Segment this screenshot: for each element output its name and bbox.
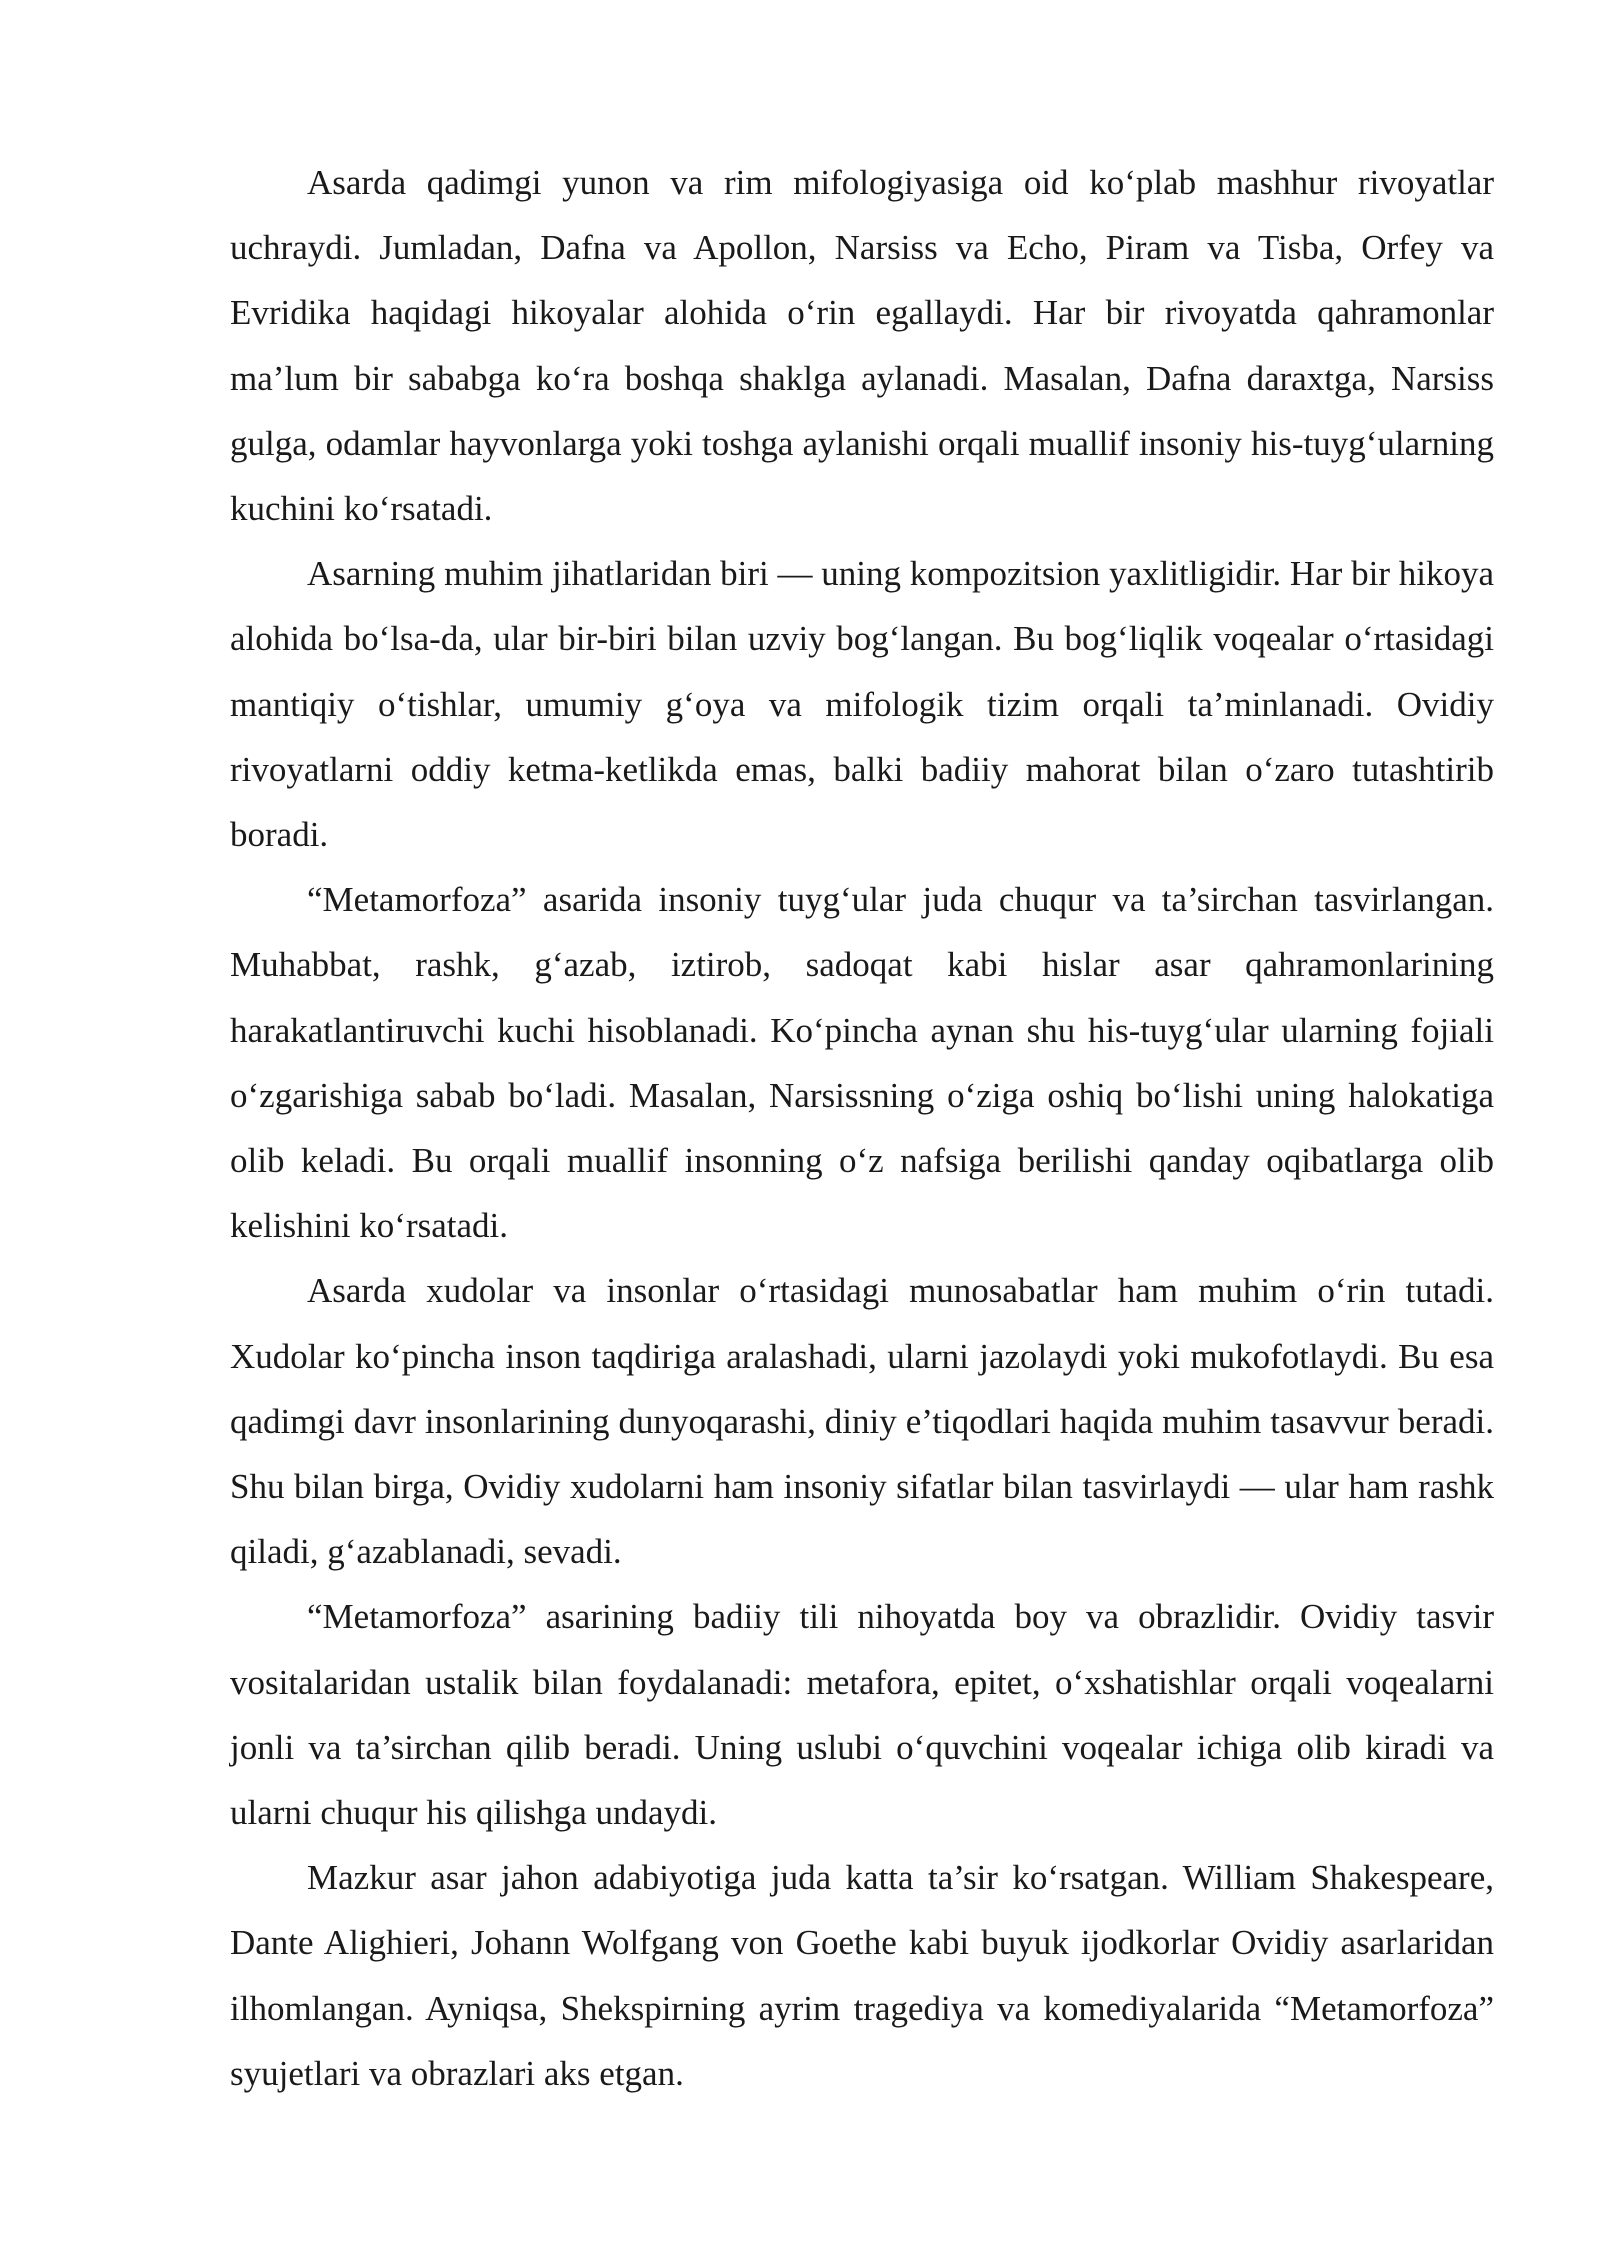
paragraph-human-emotions: “Metamorfoza” asarida insoniy tuyg‘ular juda chuqur va ta’sirchan tasvirlangan. Muhabbat, rashk, g‘azab, iztirob, sadoqat kabi hislar asar qahramonlarining harakatlantiruvchi kuchi hisoblanadi. Ko‘pincha aynan shu his-tuyg‘ular ularning fojiali o‘zgarishiga sabab bo‘ladi. Masalan, Narsissning o‘ziga oshiq bo‘lishi uning halokatiga olib keladi. Bu orqali muallif insonning o‘z nafsiga berilishi qanday oqibatlarga olib kelishini ko‘rsatadi. [230, 880, 1494, 1246]
paragraph-world-influence: Mazkur asar jahon adabiyotiga juda katta ta’sir ko‘rsatgan. William Shakespeare, Dante Alighieri, Johann Wolfgang von Goethe kabi buyuk ijodkorlar Ovidiy asarlaridan ilhomlangan. Ayniqsa, Shekspirning ayrim tragediya va komediyalarida “Metamorfoza” syujetlari va obrazlari aks etgan. [230, 1858, 1494, 2093]
document-page [230, 150, 1494, 2106]
paragraph-myth-stories: Asarda qadimgi yunon va rim mifologiyasiga oid ko‘plab mashhur rivoyatlar uchraydi. Jumladan, Dafna va Apollon, Narsiss va Echo, Piram va Tisba, Orfey va Evridika haqidagi hikoyalar alohida o‘rin egallaydi. Har bir rivoyatda qahramonlar ma’lum bir sababga ko‘ra boshqa shaklga aylanadi. Masalan, Dafna daraxtga, Narsiss gulga, odamlar hayvonlarga yoki toshga aylanishi orqali muallif insoniy his-tuyg‘ularning kuchini ko‘rsatadi. [230, 163, 1494, 529]
paragraph-composition: Asarning muhim jihatlaridan biri — uning kompozitsion yaxlitligidir. Har bir hikoya alohida bo‘lsa-da, ular bir-biri bilan uzviy bog‘langan. Bu bog‘liqlik voqealar o‘rtasidagi mantiqiy o‘tishlar, umumiy g‘oya va mifologik tizim orqali ta’minlanadi. Ovidiy rivoyatlarni oddiy ketma-ketlikda emas, balki badiiy mahorat bilan o‘zaro tutashtirib boradi. [230, 554, 1494, 855]
paragraph-gods-and-humans: Asarda xudolar va insonlar o‘rtasidagi munosabatlar ham muhim o‘rin tutadi. Xudolar ko‘pincha inson taqdiriga aralashadi, ularni jazolaydi yoki mukofotlaydi. Bu esa qadimgi davr insonlarining dunyoqarashi, diniy e’tiqodlari haqida muhim tasavvur beradi. Shu bilan birga, Ovidiy xudolarni ham insoniy sifatlar bilan tasvirlaydi — ular ham rashk qiladi, g‘azablanadi, sevadi. [230, 1271, 1494, 1572]
paragraph-artistic-language: “Metamorfoza” asarining badiiy tili nihoyatda boy va obrazlidir. Ovidiy tasvir vositalaridan ustalik bilan foydalanadi: metafora, epitet, o‘xshatishlar orqali voqealarni jonli va ta’sirchan qilib beradi. Uning uslubi o‘quvchini voqealar ichiga olib kiradi va ularni chuqur his qilishga undaydi. [230, 1597, 1494, 1833]
